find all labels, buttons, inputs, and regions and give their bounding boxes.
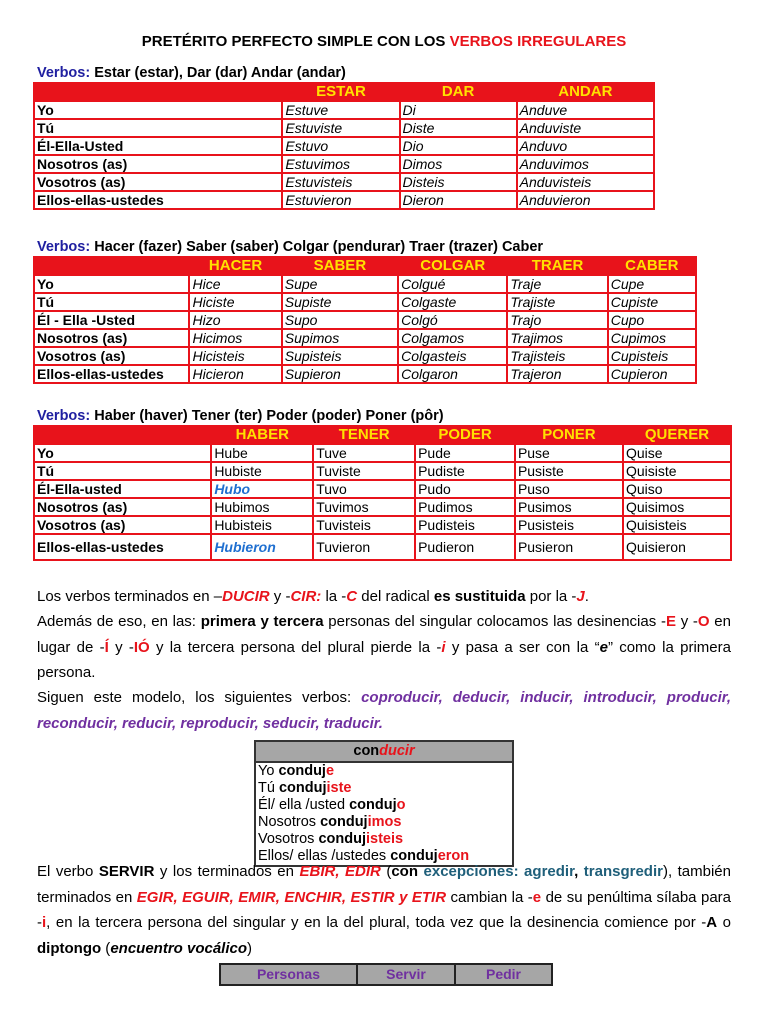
table-row: Tú Estuviste Diste Anduviste [35,120,653,136]
table-row: Nosotros (as) Estuvimos Dimos Anduvimos [35,156,653,172]
table-header-row [35,258,695,274]
column-header: TRAER [508,258,606,274]
column-header: ANDAR [518,84,653,100]
column-header: CABER [609,258,695,274]
table-row: Nosotros (as) Hubimos Tuvimos Pudimos Pusimos Quisimos [35,499,730,515]
table-row: Él - Ella -Usted Hizo Supo Colgó Trajo Cupo [35,312,695,328]
table-row: Ellos-ellas-ustedes Hubieron Tuvieron Pudieron Pusieron Quisieron [35,535,730,559]
section-1-caption: Verbos: Estar (estar), Dar (dar) Andar (andar) [37,65,346,81]
column-header: Servir [358,965,456,984]
column-header: TENER [314,427,414,443]
paragraph-ducir-rule: Los verbos terminados en –DUCIR y -CIR: la -C del radical es sustituida por la -J. [37,588,589,605]
table-row: Tú Hubiste Tuviste Pudiste Pusiste Quisiste [35,463,730,479]
column-header: HABER [212,427,312,443]
conjugation-row: Él/ ella /usted condujo [258,797,406,813]
section-2-caption: Verbos: Hacer (fazer) Saber (saber) Colgar (pendurar) Traer (trazer) Caber [37,239,544,255]
column-header: HACER [190,258,280,274]
conjugation-row: Nosotros condujimos [258,814,402,830]
column-header: Pedir [485,966,521,982]
verb-table-2 [33,256,697,384]
column-header: ESTAR [283,84,398,100]
table-row: Ellos-ellas-ustedes Estuvieron Dieron Anduvieron [35,192,653,208]
table-row: Vosotros (as) Hicisteis Supisteis Colgasteis Trajisteis Cupisteis [35,348,695,364]
table-row: Vosotros (as) Hubisteis Tuvisteis Pudisteis Pusisteis Quisisteis [35,517,730,533]
column-header: QUERER [624,427,730,443]
verb-table-3 [33,425,732,561]
table-row: Yo Estuve Di Anduve [35,102,653,118]
table-row: Él-Ella-usted Hubo Tuvo Pudo Puso Quiso [35,481,730,497]
column-header: COLGAR [399,258,506,274]
conjugation-row: Tú condujiste [258,780,352,796]
table-row: Yo Hube Tuve Pude Puse Quise [35,445,730,461]
column-header: SABER [283,258,397,274]
verb-table-1 [33,82,655,210]
table-row: Tú Hiciste Supiste Colgaste Trajiste Cupiste [35,294,695,310]
column-header: PONER [516,427,622,443]
table-row: Él-Ella-Usted Estuvo Dio Anduvo [35,138,653,154]
section-3-caption: Verbos: Haber (haver) Tener (ter) Poder (poder) Poner (pôr) [37,408,444,424]
conjugation-row: Ellos/ ellas /ustedes condujeron [258,848,470,864]
conjugation-row: Yo conduje [258,763,335,779]
conducir-conjugation-box [254,740,514,867]
table-row: Nosotros (as) Hicimos Supimos Colgamos Trajimos Cupimos [35,330,695,346]
table-header-row [35,427,730,443]
table-row: Yo Hice Supe Colgué Traje Cupe [35,276,695,292]
servir-pedir-table-header [219,963,553,986]
table-header-row [35,84,653,100]
box-title: conducir [256,742,512,763]
table-row: Vosotros (as) Estuvisteis Disteis Anduvisteis [35,174,653,190]
table-row: Ellos-ellas-ustedes Hicieron Supieron Colgaron Trajeron Cupieron [35,366,695,382]
page-title: PRETÉRITO PERFECTO SIMPLE CON LOS VERBOS IRREGULARES [141,33,627,50]
column-header: DAR [401,84,516,100]
paragraph-servir-rule: El verbo SERVIR y los terminados en EBIR, EDIR (con excepciones: agredir, transgredir), también terminados en EGIR, EGUIR, EMIR, ENCHIR, ESTIR y ETIR cambian la -e de su penúltima sílaba para -i, en la tercera persona del singular y en la del plural, toda vez que la desinencia comience por -A o diptongo (encuentro vocálico) [37,863,731,957]
column-header: PODER [416,427,514,443]
conjugation-row: Vosotros condujisteis [258,831,404,847]
paragraph-endings: Además de eso, en las: primera y tercera personas del singular colocamos las desinencias -E y -O en lugar de -Í y -IÓ y la tercera persona del plural pierde la -i y pasa a ser con la “e” como la primera persona. [37,613,731,681]
paragraph-model-verbs: Siguen este modelo, los siguientes verbos: coproducir, deducir, inducir, introducir, producir, reconducir, reducir, reproducir, seducir, traducir. [37,689,731,732]
column-header: Personas [221,965,358,984]
